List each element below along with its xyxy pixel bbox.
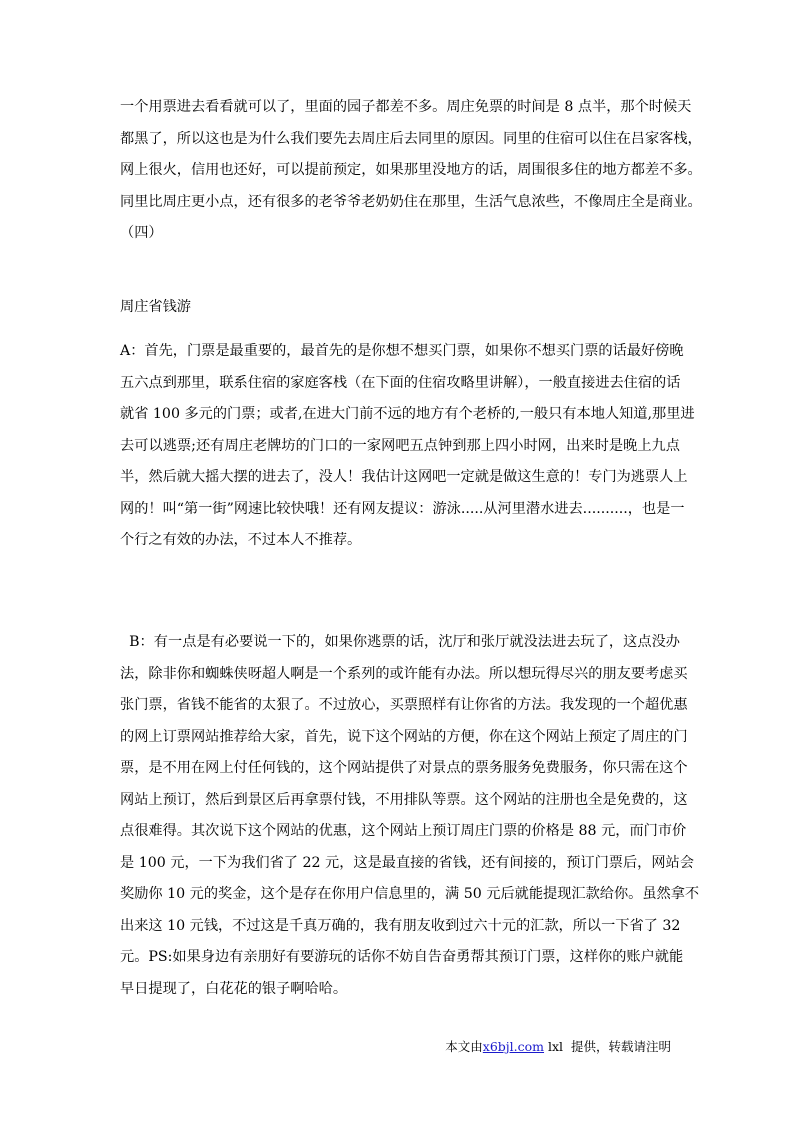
paragraph-tongli-lodging (120, 92, 702, 250)
footer-prefix: 本文由 (445, 1039, 483, 1054)
paragraph-b (120, 627, 700, 1005)
text-line: B：有一点是有必要说一下的，如果你逃票的话，沈厅和张厅就没法进去玩了，这点没办 (120, 634, 680, 650)
text-line: 点很难得。其次说下这个网站的优惠，这个网站上预订周庄门票的价格是 88 元，而门市价 (120, 823, 687, 839)
text-line: 张门票，省钱不能省的太狠了。不过放心，买票照样有让你省的方法。我发现的一个超优惠 (120, 697, 688, 713)
paragraph-a (120, 336, 695, 557)
text-line: 半，然后就大摇大摆的进去了，没人！我估计这网吧一定就是做这生意的！专门为逃票人上 (120, 469, 688, 485)
source-link[interactable]: x6bjl.com (482, 1039, 545, 1054)
text-line: 一个用票进去看看就可以了，里面的园子都差不多。周庄免票的时间是 8 点半，那个时候天 (120, 99, 692, 115)
text-line: 票，是不用在网上付任何钱的，这个网站提供了对景点的票务服务免费服务，你只需在这个 (120, 760, 688, 776)
text-line: 元。PS:如果身边有亲朋好有要游玩的话你不妨自告奋勇帮其预订门票，这样你的账户就能 (120, 949, 684, 965)
text-line: A：首先，门票是最重要的，最首先的是你想不想买门票，如果你不想买门票的话最好傍晚 (120, 343, 684, 359)
text-line: 都黑了，所以这也是为什么我们要先去周庄后去同里的原因。同里的住宿可以住在吕家客栈， (120, 130, 702, 147)
text-line: 去可以逃票;还有周庄老牌坊的门口的一家网吧五点钟到那上四小时网，出来时是晚上九点 (120, 437, 680, 454)
footer-suffix: lxl 提供，转载请注明 (544, 1039, 671, 1054)
text-line: 是 100 元，一下为我们省了 22 元，这是最直接的省钱，还有间接的，预订门票后，网站会 (120, 854, 694, 871)
section-heading (120, 292, 680, 324)
text-line: 同里比周庄更小点，还有很多的老爷爷老奶奶住在那里，生活气息浓些，不像周庄全是商业。 (120, 193, 702, 210)
text-line: 就省 100 多元的门票；或者,在进大门前不远的地方有个老桥的,一般只有本地人知道,那里进 (120, 406, 695, 422)
text-line: 早日提现了，白花花的银子啊哈哈。 (120, 980, 348, 997)
text-line: 网上很火，信用也还好，可以提前预定，如果那里没地方的话，周围很多住的地方都差不多。 (120, 162, 702, 178)
heading-text: 周庄省钱游 (120, 299, 191, 315)
text-line: 奖励你 10 元的奖金，这个是存在你用户信息里的，满 50 元后就能提现汇款给你。虽然拿不 (120, 886, 700, 902)
text-line: 网站上预订，然后到景区后再拿票付钱，不用排队等票。这个网站的注册也全是免费的，这 (120, 791, 688, 808)
text-line: 法，除非你和蜘蛛侠呀超人啊是一个系列的或许能有办法。所以想玩得尽兴的朋友要考虑买 (120, 665, 688, 682)
text-line: 的网上订票网站推荐给大家，首先，说下这个网站的方便，你在这个网站上预定了周庄的门 (120, 728, 688, 745)
text-line: 网的！叫“第一街”网速比较快哦！还有网友提议：游泳.....从河里潜水进去..........，也是一 (120, 500, 685, 517)
section-number: （四） (120, 225, 163, 241)
text-line: 五六点到那里，联系住宿的家庭客栈（在下面的住宿攻略里讲解），一般直接进去住宿的话 (120, 374, 681, 391)
text-line: 出来这 10 元钱，不过这是千真万确的，我有朋友收到过六十元的汇款，所以一下省了 32 (120, 917, 681, 934)
footer-note (445, 1037, 671, 1057)
text-line: 个行之有效的办法，不过本人不推荐。 (120, 532, 362, 548)
